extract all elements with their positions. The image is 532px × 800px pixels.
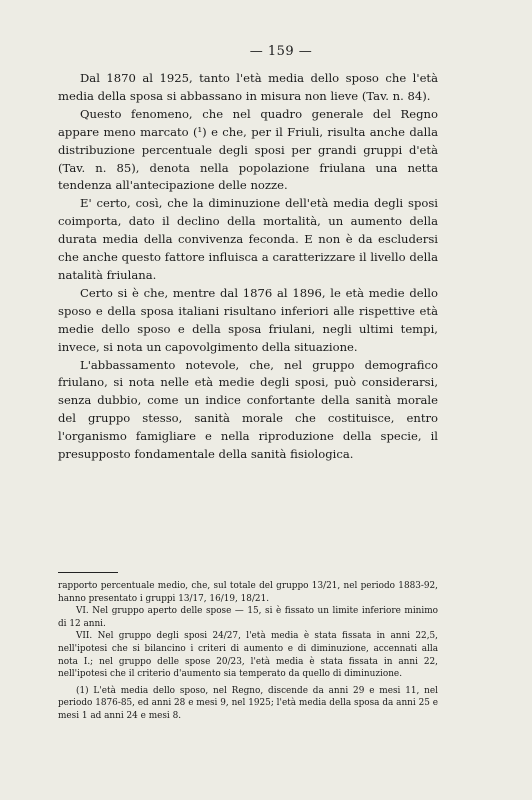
footnote-continuation: rapporto percentuale medio, che, sul totale del gruppo 13/21, nel periodo 1883-92, hanno presentato i gruppi 13/17, 16/19, 18/21. (58, 581, 438, 604)
paragraph: E' certo, così, che la diminuzione dell'età media degli sposi coimporta, dato il declino della mortalità, un aumento della durata media della convivenza feconda. E non è da escludersi che anche questo fattore influisca a caratterizzare il livello della natalità friulana. (58, 196, 438, 282)
footnote-1: (1) L'età media dello sposo, nel Regno, discende da anni 29 e mesi 11, nel periodo 1876-85, ed anni 28 e mesi 9, nel 1925; l'età media della sposa da anni 25 e mesi 1 ad anni 24 e mesi 8. (58, 685, 438, 721)
footnote-vi: VI. Nel gruppo aperto delle spose — 15, si è fissato un limite inferiore minimo di 12 anni. (58, 606, 438, 629)
paragraph: Certo si è che, mentre dal 1876 al 1896, le età medie dello sposo e della sposa italiani risultano inferiori alle rispettive età medie dello sposo e della sposa friulani, negli ultimi tempi, invece, si nota un capovolgimento della situazione. (58, 285, 438, 354)
paragraph: Questo fenomeno, che nel quadro generale del Regno appare meno marcato (¹) e che, per il Friuli, risulta anche dalla distribuzione percentuale degli sposi per grandi gruppi d'età (Tav. n. 85), denota nella popolazione friulana una netta tendenza all'antecipazione delle nozze. (58, 106, 438, 193)
footnote-divider (58, 572, 118, 573)
page-number: — 159 — (249, 44, 313, 59)
footnote-vii: VII. Nel gruppo degli sposi 24/27, l'età media è stata fissata in anni 22,5, nell'ipotesi che si bilancino i criteri di aumento e di diminuzione, accennati alla nota I.; nel gruppo delle spose 20/23, l'età media è stata fissata in anni 22, nell'ipotesi che il criterio d'aumento sia temperato da quello di diminuzione. (58, 631, 438, 680)
paragraph: L'abbassamento notevole, che, nel gruppo demografico friulano, si nota nelle età medie degli sposi, può considerarsi, senza dubbio, come un indice confortante della sanità morale del gruppo stesso, sanità morale che costituisce, entro l'organismo famigliare e nella riproduzione della specie, il presupposto fondamentale della sanità fisiologica. (58, 357, 438, 462)
body-text (58, 70, 438, 464)
footnotes (58, 580, 438, 723)
paragraph: Dal 1870 al 1925, tanto l'età media dello sposo che l'età media della sposa si abbassano in misura non lieve (Tav. n. 84). (58, 71, 438, 103)
